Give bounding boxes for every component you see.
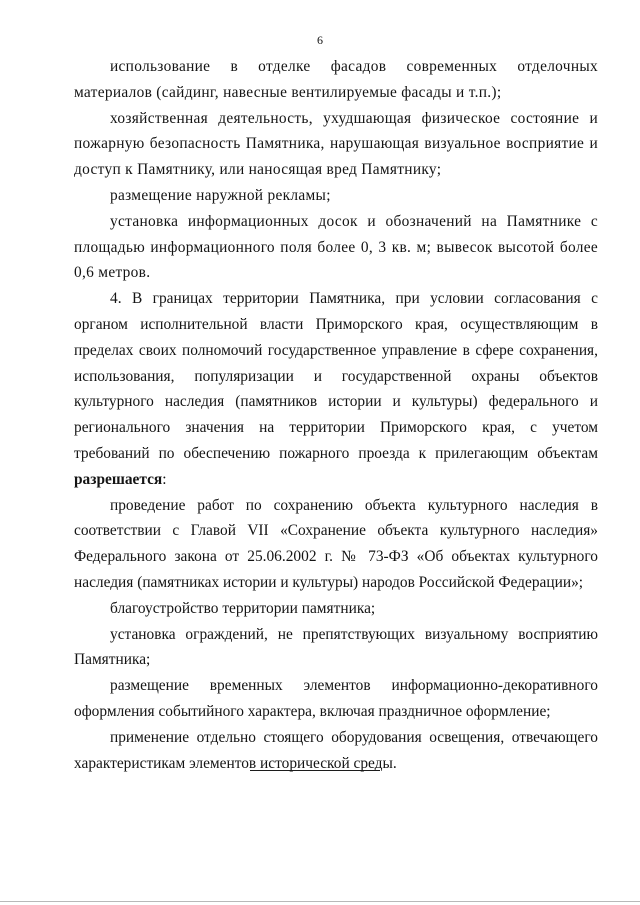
section-4-tail: :	[162, 470, 167, 488]
page-number: 6	[317, 33, 323, 47]
end-divider-line	[250, 770, 380, 771]
section-4-emphasis: разрешается	[74, 470, 163, 488]
scan-edge	[0, 901, 640, 902]
section-4-paragraph	[74, 286, 598, 492]
prohibition-information-boards: установка информационных досок и обозначений на Памятнике с площадью информационного поля более 0, 3 кв. м; вывесок высотой более 0,6 метров.	[74, 212, 598, 282]
prohibition-facade-materials: использование в отделке фасадов современных отделочных материалов (сайдинг, навесные вентилируемые фасады и т.п.);	[74, 58, 598, 101]
section-4-text: 4. В границах территории Памятника, при условии согласования с органом исполнительной власти Приморского края, осуществляющим в пределах своих полномочий государственное управление в сфере сохранения, использования, популяризации и государственной охраны объектов культурного наследия (памятников истории и культуры) федерального и регионального значения на территории Приморского края, с учетом требований по обеспечению пожарного проезда к прилегающим объектам	[74, 290, 598, 462]
permitted-lighting-equipment: применение отдельно стоящего оборудования освещения, отвечающего характеристикам элементов исторической среды.	[74, 728, 598, 772]
permitted-fencing: установка ограждений, не препятствующих визуальному восприятию Памятника;	[74, 625, 598, 669]
prohibition-economic-activity: хозяйственная деятельность, ухудшающая физическое состояние и пожарную безопасность Памятника, нарушающая визуальное восприятие и доступ к Памятнику, или наносящая вред Памятнику;	[74, 109, 598, 179]
permitted-temporary-decoration: размещение временных элементов информационно-декоративного оформления событийного характера, включая праздничное оформление;	[74, 677, 598, 720]
document-body	[74, 54, 598, 776]
permitted-restoration-works: проведение работ по сохранению объекта культурного наследия в соответствии с Главой VII «Сохранение объекта культурного наследия» Федерального закона от 25.06.2002 г. № 73-ФЗ «Об объектах культурного наследия (памятниках истории и культуры) народов Российской Федерации»;	[74, 496, 598, 591]
prohibition-outdoor-advertising: размещение наружной рекламы;	[110, 186, 331, 204]
permitted-landscaping: благоустройство территории памятника;	[110, 599, 376, 617]
